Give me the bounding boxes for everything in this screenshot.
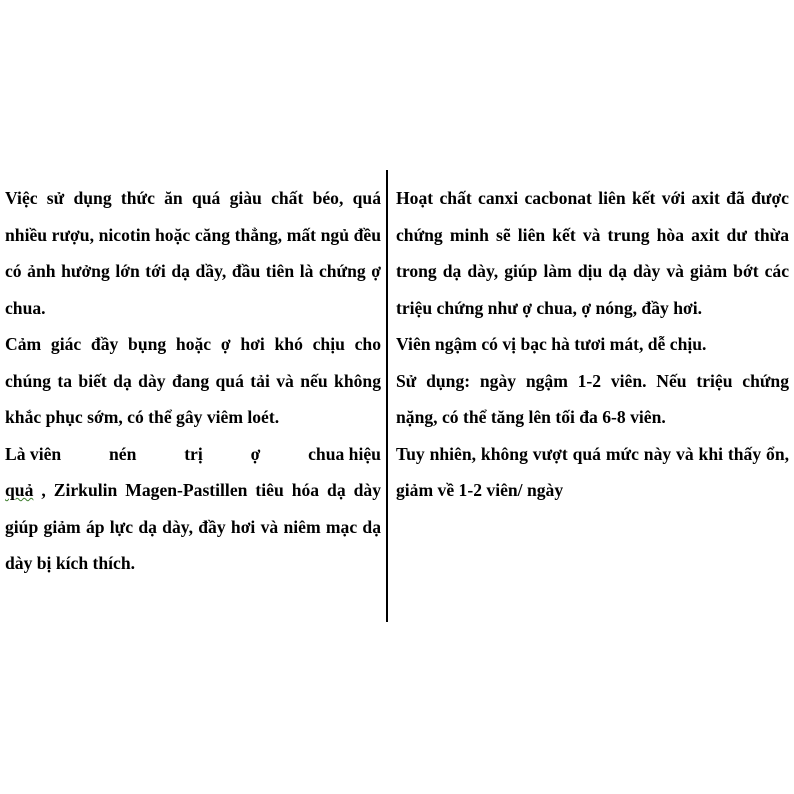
right-column: [396, 180, 789, 509]
right-paragraph-3: Sử dụng: ngày ngậm 1-2 viên. Nếu triệu chứng nặng, có thể tăng lên tối đa 6-8 viên.: [396, 370, 789, 427]
column-divider: [386, 170, 388, 622]
spellcheck-flagged-word: quả: [5, 480, 34, 500]
right-paragraph-4: Tuy nhiên, không vượt quá mức này và khi thấy ổn, giảm về 1-2 viên/ ngày: [396, 443, 789, 500]
left-paragraph-2: Cảm giác đầy bụng hoặc ợ hơi khó chịu cho chúng ta biết dạ dày đang quá tải và nếu không khắc phục sớm, có thể gây viêm loét.: [5, 334, 381, 427]
right-paragraph-1: Hoạt chất canxi cacbonat liên kết với axit đã được chứng minh sẽ liên kết và trung hòa axit dư thừa trong dạ dày, giúp làm dịu dạ dày và giảm bớt các triệu chứng như ợ chua, ợ nóng, đầy hơi.: [396, 188, 789, 318]
spread-word: nén: [109, 443, 137, 464]
spread-word: Là viên: [5, 443, 62, 464]
spread-word: chua hiệu: [308, 443, 381, 464]
left-paragraph-3: [5, 436, 381, 582]
left-column: [5, 180, 381, 582]
spread-word: trị: [184, 443, 203, 464]
spread-line: [5, 436, 381, 473]
spread-word: ợ: [250, 443, 261, 464]
right-paragraph-2: Viên ngậm có vị bạc hà tươi mát, dễ chịu.: [396, 334, 707, 354]
left-paragraph-1: Việc sử dụng thức ăn quá giàu chất béo, quá nhiều rượu, nicotin hoặc căng thẳng, mất ngủ đều có ảnh hưởng lớn tới dạ dầy, đầu tiên là chứng ợ chua.: [5, 188, 381, 318]
left-paragraph-3-rest: , Zirkulin Magen-Pastillen tiêu hóa dạ dày giúp giảm áp lực dạ dày, đầy hơi và niêm mạc dạ dày bị kích thích.: [5, 480, 381, 573]
